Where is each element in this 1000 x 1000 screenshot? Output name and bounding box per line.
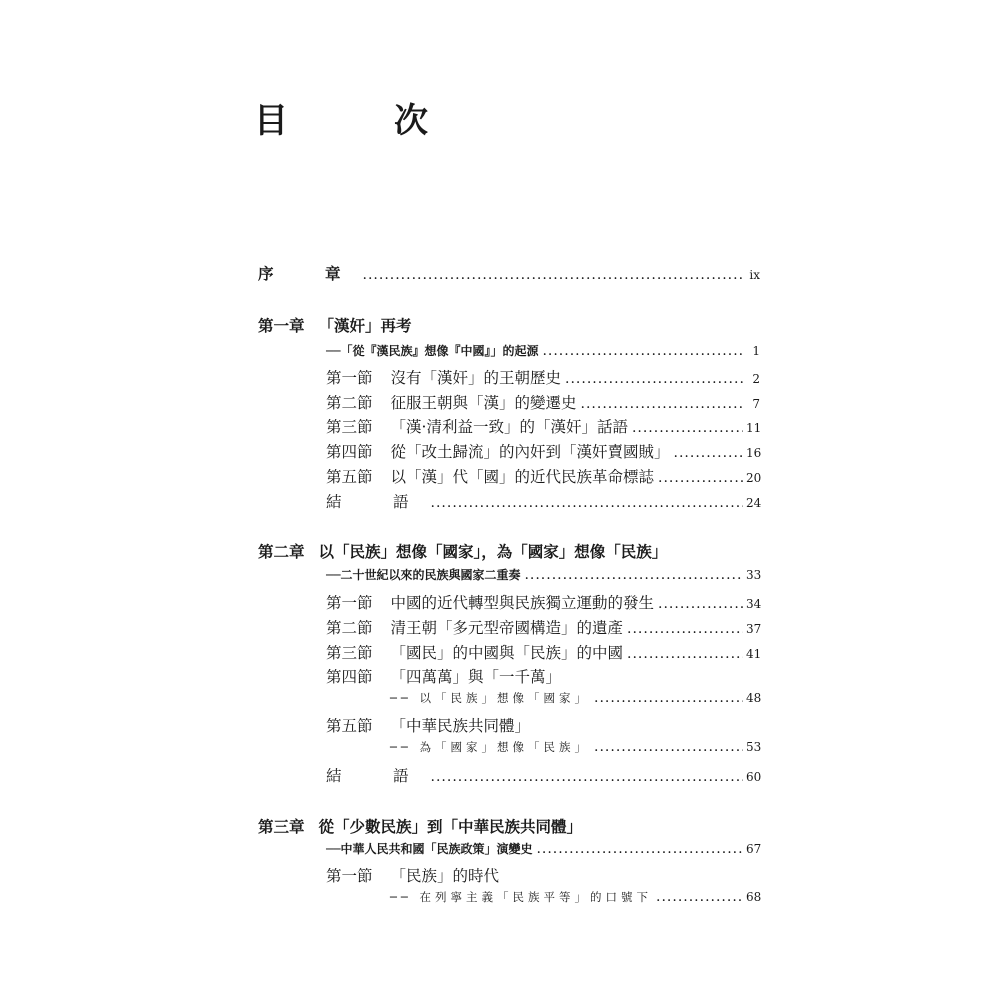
page-number: 11 — [746, 421, 762, 435]
chapter-heading-3[interactable] — [258, 815, 582, 837]
subtitle-text: ── 為「國家」想像「民族」 — [390, 740, 591, 754]
section-title: 「四萬萬」與「一千萬」 — [390, 668, 562, 686]
leader-dots — [581, 396, 743, 412]
page-number: 37 — [746, 622, 762, 636]
section-number: 第三節 — [326, 644, 373, 662]
leader-dots — [594, 690, 743, 706]
toc-section[interactable] — [326, 591, 760, 613]
page-number: 24 — [746, 496, 762, 510]
toc-section[interactable] — [326, 440, 760, 462]
page-number: 7 — [752, 397, 760, 411]
section-number: 第二節 — [326, 619, 373, 637]
section-number: 第四節 — [326, 668, 373, 686]
chapter-heading-2[interactable] — [258, 540, 667, 562]
section-subtitle[interactable] — [390, 739, 760, 755]
section-number: 第三節 — [326, 418, 373, 436]
subtitle-text: ── 以「民族」想像「國家」 — [390, 691, 591, 705]
chapter-number: 第一章 — [258, 316, 305, 335]
section-title: 「國民」的中國與「民族」的中國 — [390, 644, 624, 662]
toc-section-conclusion[interactable] — [326, 764, 760, 786]
section-number: 第二節 — [326, 394, 373, 412]
section-number: 第一節 — [326, 867, 373, 885]
chapter-subtitle-3[interactable] — [326, 840, 760, 857]
toc-section[interactable] — [326, 415, 760, 437]
page-number: 67 — [746, 842, 762, 856]
toc-section[interactable] — [326, 714, 530, 736]
toc-section[interactable] — [326, 616, 760, 638]
page-number: 16 — [746, 446, 762, 460]
page-number: 60 — [746, 770, 762, 784]
section-number: 第一節 — [326, 594, 373, 612]
section-title: 沒有「漢奸」的王朝歷史 — [390, 369, 562, 387]
toc-section-conclusion[interactable] — [326, 490, 760, 512]
leader-dots — [656, 889, 743, 905]
toc-section[interactable] — [326, 391, 760, 413]
page-number: 68 — [746, 890, 762, 904]
page-number: 41 — [746, 647, 762, 661]
subtitle-text: ──「從『漢民族』想像『中國』」的起源 — [326, 344, 539, 358]
chapter-heading-1[interactable] — [258, 314, 412, 336]
leader-dots — [524, 567, 743, 583]
leader-dots — [658, 470, 743, 486]
section-title: 征服王朝與「漢」的變遷史 — [390, 394, 577, 412]
leader-dots — [565, 371, 743, 387]
leader-dots — [431, 769, 743, 785]
chapter-subtitle-2[interactable] — [326, 566, 760, 583]
section-title: 「漢·清利益一致」的「漢奸」話語 — [390, 418, 628, 436]
page-number: ix — [749, 268, 760, 282]
toc-section[interactable] — [326, 864, 499, 886]
section-title: 從「改土歸流」的內奸到「漢奸賣國賊」 — [390, 443, 670, 461]
subtitle-text: ── 在列寧主義「民族平等」的口號下 — [390, 890, 653, 904]
chapter-title: 從「少數民族」到「中華民族共同體」 — [318, 817, 583, 836]
leader-dots — [363, 267, 743, 283]
section-title: 中國的近代轉型與民族獨立運動的發生 — [390, 594, 655, 612]
section-subtitle[interactable] — [390, 690, 760, 706]
subtitle-text: ──二十世紀以來的民族與國家二重奏 — [326, 568, 521, 582]
section-title: 以「漢」代「國」的近代民族革命標誌 — [390, 468, 655, 486]
chapter-title: 「漢奸」再考 — [318, 316, 412, 335]
page-number: 2 — [752, 372, 760, 386]
section-subtitle[interactable] — [390, 889, 760, 905]
page-number: 20 — [746, 471, 762, 485]
leader-dots — [658, 596, 743, 612]
page-title: 目 次 — [254, 101, 464, 141]
section-number: 第一節 — [326, 369, 373, 387]
chapter-number: 第三章 — [258, 817, 305, 836]
section-number: 結 語 — [326, 767, 427, 785]
section-title: 「中華民族共同體」 — [390, 717, 531, 735]
chapter-title: 以「民族」想像「國家」，為「國家」想像「民族」 — [318, 542, 668, 561]
toc-entry-preface[interactable] — [258, 262, 760, 284]
leader-dots — [632, 420, 743, 436]
leader-dots — [594, 739, 743, 755]
leader-dots — [542, 343, 743, 359]
section-title: 「民族」的時代 — [390, 867, 500, 885]
chapter-subtitle-1[interactable] — [326, 342, 760, 359]
section-number: 第五節 — [326, 717, 373, 735]
leader-dots — [627, 621, 743, 637]
leader-dots — [627, 646, 743, 662]
page-number: 34 — [746, 597, 762, 611]
leader-dots — [536, 841, 743, 857]
toc-section[interactable] — [326, 665, 561, 687]
page-number: 53 — [746, 740, 762, 754]
toc-section[interactable] — [326, 465, 760, 487]
toc-section[interactable] — [326, 641, 760, 663]
section-number: 第四節 — [326, 443, 373, 461]
section-title: 清王朝「多元型帝國構造」的遺產 — [390, 619, 624, 637]
leader-dots — [674, 445, 743, 461]
page-number: 48 — [746, 691, 762, 705]
subtitle-text: ──中華人民共和國「民族政策」演變史 — [326, 842, 533, 856]
section-number: 第五節 — [326, 468, 373, 486]
page-number: 1 — [752, 344, 760, 358]
section-number: 結 語 — [326, 493, 427, 511]
toc-section[interactable] — [326, 366, 760, 388]
preface-label: 序 章 — [258, 264, 359, 283]
page-number: 33 — [746, 568, 762, 582]
chapter-number: 第二章 — [258, 542, 305, 561]
leader-dots — [431, 495, 743, 511]
